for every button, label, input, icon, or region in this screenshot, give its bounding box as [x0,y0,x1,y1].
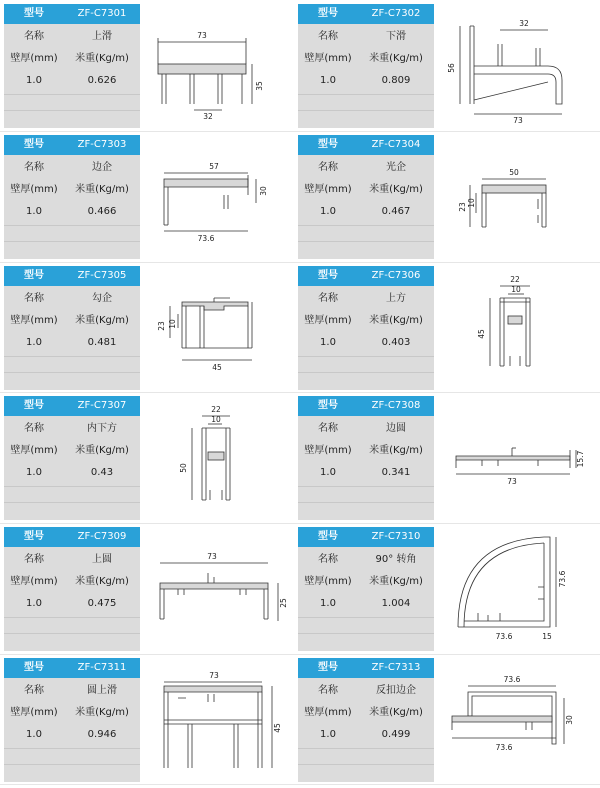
name-row [4,680,140,702]
row-divider [0,392,600,393]
model-label: 型号 [24,270,44,281]
divider [298,617,434,618]
model-label: 型号 [318,139,338,150]
dim-label: 45 [212,363,222,372]
weight-value: 0.946 [87,729,117,740]
weight-label: 米重(Kg/m) [75,53,129,64]
model-code: ZF-C7311 [77,662,127,673]
spec-header [4,527,140,547]
spec-header [298,135,434,155]
profile-card-c7304 [298,135,588,259]
weight-label: 米重(Kg/m) [369,315,423,326]
dim-label: 73.6 [495,632,513,641]
thickness-label: 壁厚(mm) [10,53,58,64]
thickness-value: 1.0 [320,206,336,217]
divider [4,764,140,765]
profile-drawing [144,527,294,651]
spec-values-row [4,332,140,354]
spec-keys-row [298,571,434,593]
spec-header [298,4,434,24]
spec-keys-row [298,702,434,724]
model-label: 型号 [318,400,338,411]
name-row [4,157,140,179]
dim-label: 73 [209,671,219,680]
name-value: 上方 [386,293,406,304]
spec-header [4,135,140,155]
spec-values-row [298,201,434,223]
profile-drawing [144,396,294,520]
name-value: 上圆 [92,554,112,565]
profile-card-c7311 [4,658,294,782]
dim-label: 35 [255,81,264,91]
name-row [298,26,434,48]
model-code: ZF-C7309 [77,531,127,542]
divider [4,502,140,503]
spec-table [298,135,434,259]
model-label: 型号 [318,531,338,542]
model-code: ZF-C7303 [77,139,127,150]
name-value: 反扣边企 [376,685,416,696]
weight-label: 米重(Kg/m) [75,445,129,456]
name-label: 名称 [24,162,44,173]
thickness-label: 壁厚(mm) [304,445,352,456]
spec-table [4,266,140,390]
dim-label: 50 [179,463,188,473]
name-value: 内下方 [87,423,117,434]
spec-header [4,396,140,416]
name-value: 圆上滑 [87,685,117,696]
model-code: ZF-C7301 [77,8,127,19]
weight-value: 0.481 [87,337,117,348]
model-label: 型号 [24,662,44,673]
weight-label: 米重(Kg/m) [369,184,423,195]
dim-label: 45 [477,329,486,339]
model-code: ZF-C7304 [371,139,421,150]
spec-values-row [298,70,434,92]
model-label: 型号 [318,8,338,19]
spec-keys-row [298,440,434,462]
thickness-value: 1.0 [320,729,336,740]
weight-value: 0.499 [381,729,411,740]
dim-label: 25 [279,598,288,608]
spec-table [298,266,434,390]
weight-label: 米重(Kg/m) [75,184,129,195]
profile-drawing [438,266,588,390]
divider [298,110,434,111]
model-code: ZF-C7305 [77,270,127,281]
model-code: ZF-C7302 [371,8,421,19]
name-value: 光企 [386,162,406,173]
dim-label: 56 [447,63,456,73]
name-row [298,157,434,179]
spec-header [4,4,140,24]
divider [4,241,140,242]
row-divider [0,523,600,524]
thickness-value: 1.0 [320,337,336,348]
name-value: 90° 转角 [375,554,417,565]
model-code: ZF-C7308 [371,400,421,411]
thickness-value: 1.0 [320,467,336,478]
divider [4,356,140,357]
profile-card-c7306 [298,266,588,390]
name-label: 名称 [24,31,44,42]
name-value: 边企 [92,162,112,173]
dim-label: 32 [519,19,529,28]
dim-label: 73.6 [197,234,215,243]
profile-drawing [144,4,294,128]
dim-label: 23 [458,202,467,212]
model-code: ZF-C7306 [371,270,421,281]
divider [298,748,434,749]
spec-keys-row [4,48,140,70]
weight-label: 米重(Kg/m) [369,53,423,64]
name-value: 边圆 [386,423,406,434]
spec-keys-row [298,310,434,332]
weight-label: 米重(Kg/m) [369,576,423,587]
name-label: 名称 [318,162,338,173]
thickness-label: 壁厚(mm) [10,576,58,587]
divider [4,748,140,749]
divider [298,241,434,242]
spec-keys-row [298,48,434,70]
name-label: 名称 [24,293,44,304]
thickness-value: 1.0 [26,337,42,348]
spec-table [298,396,434,520]
thickness-label: 壁厚(mm) [10,184,58,195]
profile-card-c7308 [298,396,588,520]
spec-table [4,135,140,259]
weight-value: 0.467 [381,206,411,217]
thickness-label: 壁厚(mm) [304,53,352,64]
name-row [298,288,434,310]
spec-header [298,396,434,416]
name-row [4,418,140,440]
name-label: 名称 [24,423,44,434]
divider [298,94,434,95]
name-value: 勾企 [92,293,112,304]
divider [4,94,140,95]
profile-card-c7301 [4,4,294,128]
divider [298,633,434,634]
name-label: 名称 [318,31,338,42]
weight-value: 1.004 [381,598,411,609]
spec-keys-row [4,702,140,724]
name-row [298,549,434,571]
dim-label: 50 [509,168,519,177]
thickness-label: 壁厚(mm) [304,576,352,587]
spec-values-row [4,724,140,746]
profile-card-c7302 [298,4,588,128]
dim-label: 57 [209,162,219,171]
model-label: 型号 [24,400,44,411]
weight-value: 0.341 [381,467,411,478]
model-label: 型号 [24,8,44,19]
thickness-value: 1.0 [26,75,42,86]
divider [4,110,140,111]
name-row [298,418,434,440]
spec-table [4,4,140,128]
spec-values-row [4,462,140,484]
dim-label: 32 [203,112,213,121]
name-label: 名称 [24,554,44,565]
name-value: 上滑 [92,31,112,42]
divider [298,356,434,357]
spec-keys-row [4,571,140,593]
dim-label: 73.6 [558,570,567,588]
profile-drawing [144,658,294,782]
model-label: 型号 [24,139,44,150]
row-divider [0,784,600,785]
dim-label: 10 [467,198,476,208]
spec-values-row [298,724,434,746]
spec-values-row [4,70,140,92]
name-label: 名称 [24,685,44,696]
name-label: 名称 [318,293,338,304]
divider [298,502,434,503]
name-label: 名称 [318,685,338,696]
spec-values-row [298,332,434,354]
dim-label: 73 [507,477,517,486]
dim-label: 45 [273,723,282,733]
thickness-value: 1.0 [26,467,42,478]
weight-value: 0.809 [381,75,411,86]
spec-table [298,658,434,782]
name-row [4,26,140,48]
spec-header [298,658,434,678]
thickness-value: 1.0 [26,729,42,740]
spec-table [4,527,140,651]
profile-drawing [438,527,588,651]
profile-drawing [438,396,588,520]
dim-label: 15 [542,632,552,641]
thickness-value: 1.0 [320,75,336,86]
name-row [298,680,434,702]
model-label: 型号 [24,531,44,542]
weight-value: 0.403 [381,337,411,348]
dim-label: 30 [259,186,268,196]
thickness-value: 1.0 [320,598,336,609]
spec-header [4,266,140,286]
spec-keys-row [4,310,140,332]
divider [298,486,434,487]
spec-table [298,4,434,128]
divider [4,486,140,487]
name-row [4,288,140,310]
dim-label: 15.7 [576,450,585,468]
dim-label: 22 [211,405,221,414]
weight-label: 米重(Kg/m) [75,707,129,718]
weight-value: 0.475 [87,598,117,609]
row-divider [0,131,600,132]
name-label: 名称 [318,554,338,565]
spec-values-row [4,201,140,223]
profile-card-c7310 [298,527,588,651]
spec-values-row [298,462,434,484]
row-divider [0,654,600,655]
divider [298,372,434,373]
weight-label: 米重(Kg/m) [369,707,423,718]
model-code: ZF-C7310 [371,531,421,542]
name-label: 名称 [318,423,338,434]
dim-label: 73.6 [495,743,513,752]
name-value: 下滑 [386,31,406,42]
thickness-label: 壁厚(mm) [304,707,352,718]
profile-drawing [438,658,588,782]
dim-label: 73.6 [503,675,521,684]
divider [298,225,434,226]
profile-drawing [144,266,294,390]
dim-label: 23 [157,321,166,331]
spec-keys-row [4,179,140,201]
name-row [4,549,140,571]
dim-label: 73 [207,552,217,561]
spec-table [298,527,434,651]
spec-values-row [298,593,434,615]
divider [4,372,140,373]
divider [4,617,140,618]
thickness-label: 壁厚(mm) [10,315,58,326]
thickness-value: 1.0 [26,206,42,217]
dim-label: 73 [513,116,523,125]
dim-label: 22 [510,275,520,284]
profile-drawing [438,135,588,259]
model-code: ZF-C7307 [77,400,127,411]
profile-drawing [438,4,588,128]
thickness-label: 壁厚(mm) [304,184,352,195]
thickness-label: 壁厚(mm) [10,707,58,718]
row-divider [0,262,600,263]
spec-values-row [4,593,140,615]
model-code: ZF-C7313 [371,662,421,673]
thickness-label: 壁厚(mm) [10,445,58,456]
weight-label: 米重(Kg/m) [369,445,423,456]
dim-label: 10 [168,319,177,329]
model-label: 型号 [318,270,338,281]
divider [4,225,140,226]
weight-value: 0.626 [87,75,117,86]
spec-keys-row [4,440,140,462]
profile-card-c7303 [4,135,294,259]
dim-label: 10 [211,415,221,424]
profile-card-c7305 [4,266,294,390]
weight-label: 米重(Kg/m) [75,315,129,326]
spec-header [298,266,434,286]
profile-drawing [144,135,294,259]
weight-label: 米重(Kg/m) [75,576,129,587]
model-label: 型号 [318,662,338,673]
profile-card-c7313 [298,658,588,782]
spec-keys-row [298,179,434,201]
thickness-value: 1.0 [26,598,42,609]
profile-card-c7309 [4,527,294,651]
divider [298,764,434,765]
dim-label: 10 [511,285,521,294]
spec-table [4,396,140,520]
dim-label: 30 [565,715,574,725]
profile-card-c7307 [4,396,294,520]
spec-header [4,658,140,678]
spec-header [298,527,434,547]
weight-value: 0.43 [90,467,114,478]
dim-label: 73 [197,31,207,40]
divider [4,633,140,634]
thickness-label: 壁厚(mm) [304,315,352,326]
spec-table [4,658,140,782]
weight-value: 0.466 [87,206,117,217]
